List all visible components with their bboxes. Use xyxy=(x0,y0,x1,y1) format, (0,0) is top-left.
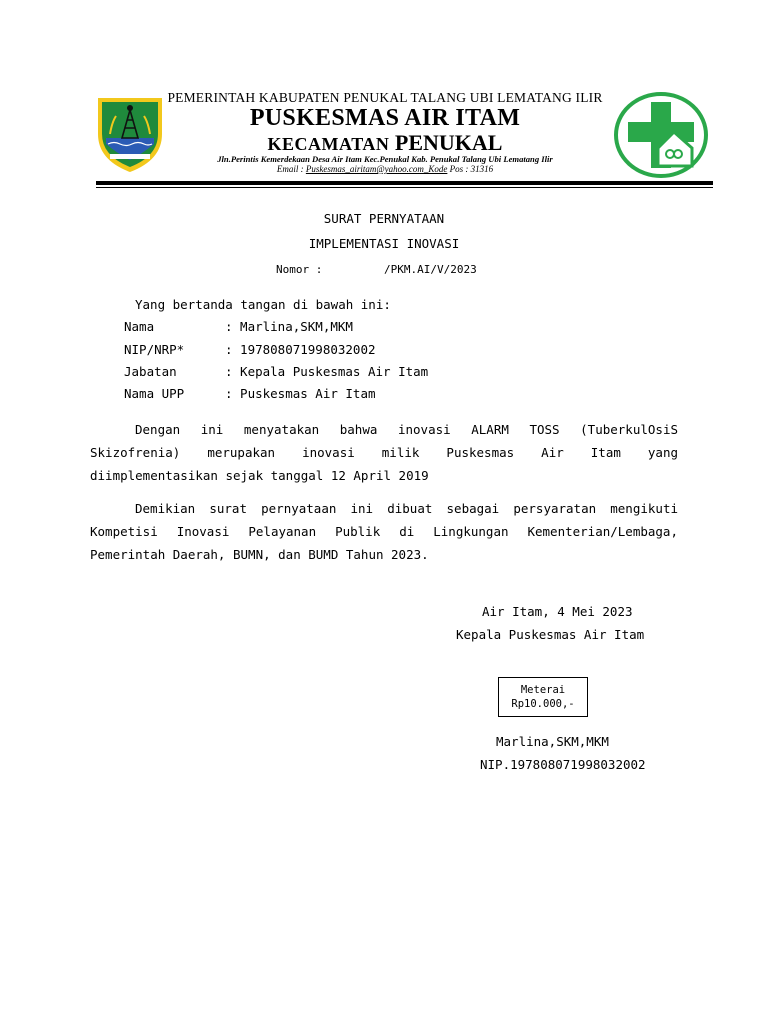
identity-label: NIP/NRP* xyxy=(124,342,185,357)
letter-title: SURAT PERNYATAAN xyxy=(323,211,445,226)
closing-paragraph xyxy=(90,497,678,566)
stamp-value: Rp10.000,- xyxy=(511,698,575,710)
revenue-stamp-box xyxy=(498,677,588,717)
letterhead-address: Jln.Perintis Kemerdekaan Desa Air Itam Kec.Penukal Kab. Penukal Talang Ubi Lematang Ilir xyxy=(217,154,553,164)
signature-position: Kepala Puskesmas Air Itam xyxy=(456,627,645,642)
identity-value: : 197808071998032002 xyxy=(225,342,376,357)
letterhead-subdistrict xyxy=(140,130,630,156)
letter-number-label: Nomor : xyxy=(276,263,323,276)
signatory-nip: NIP.197808071998032002 xyxy=(480,757,646,772)
letter-subtitle: IMPLEMENTASI INOVASI xyxy=(308,236,460,251)
identity-value: : Kepala Puskesmas Air Itam xyxy=(225,364,429,379)
paragraph-line: Dengan ini menyatakan bahwa inovasi ALARM TOSS (TuberkulOsiS xyxy=(135,422,678,437)
paragraph-line: Skizofrenia) merupakan inovasi milik Puskesmas Air Itam yang xyxy=(90,445,678,460)
identity-value: : Puskesmas Air Itam xyxy=(225,386,376,401)
identity-label: Nama UPP xyxy=(124,386,185,401)
paragraph-line: diimplementasikan sejak tanggal 12 April 2019 xyxy=(90,468,429,483)
letter-intro: Yang bertanda tangan di bawah ini: xyxy=(135,297,391,312)
paragraph-line: Demikian surat pernyataan ini dibuat sebagai persyaratan mengikuti xyxy=(135,501,678,516)
signature-place-date: Air Itam, 4 Mei 2023 xyxy=(482,604,633,619)
letterhead-contact xyxy=(140,164,630,174)
letterhead-divider-thick xyxy=(96,181,713,185)
letter-number-value: /PKM.AI/V/2023 xyxy=(384,263,477,276)
email-label: Email : xyxy=(276,164,306,174)
postal-code: Pos : 31316 xyxy=(447,164,494,174)
signatory-name: Marlina,SKM,MKM xyxy=(496,734,609,749)
statement-paragraph xyxy=(90,418,678,487)
stamp-label: Meterai xyxy=(520,684,566,696)
letterhead-institution: PUSKESMAS AIR ITAM xyxy=(249,105,521,131)
identity-label: Jabatan xyxy=(124,364,177,379)
subdistrict-prefix: KECAMATAN xyxy=(267,134,390,154)
paragraph-line: Pemerintah Daerah, BUMN, dan BUMD Tahun 2023. xyxy=(90,547,429,562)
subdistrict-name: PENUKAL xyxy=(394,130,503,155)
letterhead-divider-thin xyxy=(96,187,713,188)
identity-label: Nama xyxy=(124,319,155,334)
paragraph-line: Kompetisi Inovasi Pelayanan Publik di Lingkungan Kementerian/Lembaga, xyxy=(90,524,678,539)
email-link[interactable]: Puskesmas_airitam@yahoo.com_Kode xyxy=(305,164,448,174)
identity-value: : Marlina,SKM,MKM xyxy=(225,319,353,334)
letterhead-government: PEMERINTAH KABUPATEN PENUKAL TALANG UBI LEMATANG ILIR xyxy=(167,90,603,105)
